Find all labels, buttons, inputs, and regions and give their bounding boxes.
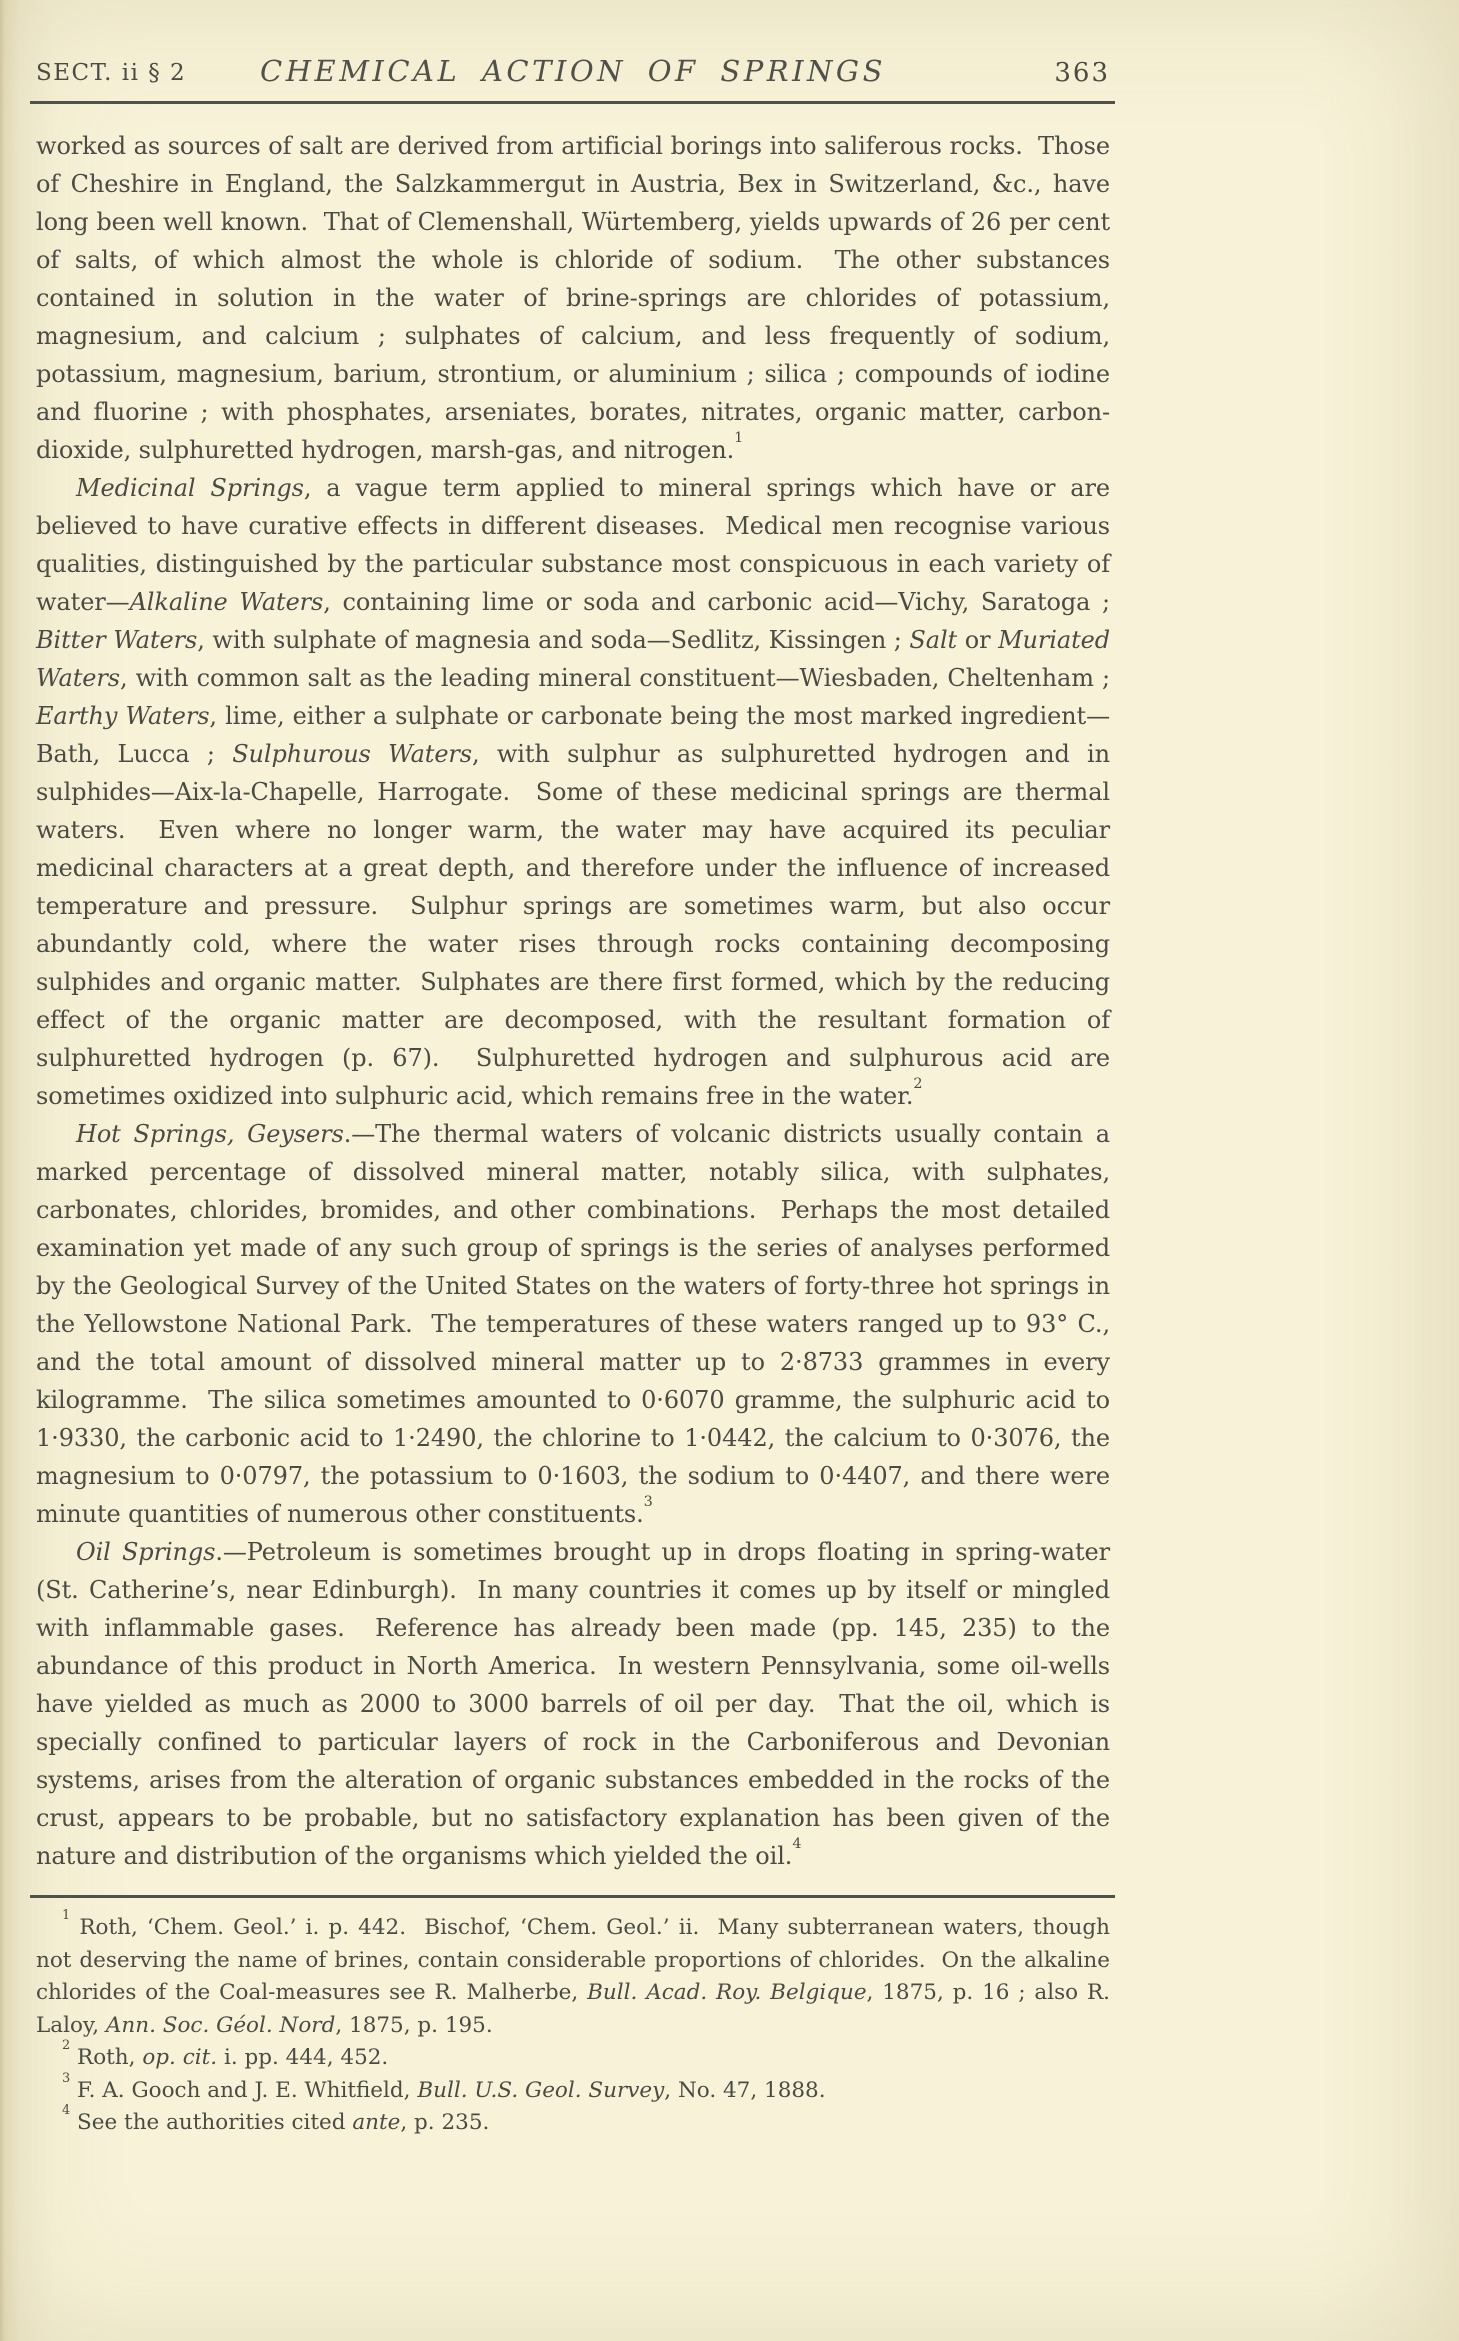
footnote-rule <box>30 1895 1115 1898</box>
text-column <box>36 127 1110 2140</box>
section-label: SECT. ii § 2 <box>36 60 187 86</box>
footnote-3: $^3$ F. A. Gooch and J. E. Whitfield, Bull. U.S. Geol. Survey, No. 47, 1888. <box>62 2070 826 2103</box>
paragraph-brine-springs: worked as sources of salt are derived from artificial borings into saliferous rocks. Those of Cheshire in England, the Salzkammergut in Austria, Bex in Switzerland, &c., have long been well known. That of Clemenshall, Würtemberg, yields upwards of 26 per cent of salts, of which almost the whole is chloride of sodium. The other substances contained in solution in the water of brine-springs are chlorides of potassium, magnesium, and calcium ; sulphates of calcium, and less frequently of sodium, potassium, magnesium, barium, strontium, or aluminium ; silica ; compounds of iodine and fluorine ; with phosphates, arseniates, borates, nitrates, organic matter, carbon-dioxide, sulphuretted hydrogen, marsh-gas, and nitrogen.$^1$ <box>36 132 1110 464</box>
footnotes <box>36 1908 1110 2140</box>
paragraph-hot-springs-geysers: Hot Springs, Geysers.—The thermal waters of volcanic districts usually contain a marked percentage of dissolved mineral matter, notably silica, with sulphates, carbonates, chlorides, bromides, and other combinations. Perhaps the most detailed examination yet made of any such group of springs is the series of analyses performed by the Geological Survey of the United States on the waters of forty-three hot springs in the Yellowstone National Park. The temperatures of these waters ranged up to 93° C., and the total amount of dissolved mineral matter up to 2·8733 grammes in every kilogramme. The silica sometimes amounted to 0·6070 gramme, the sulphuric acid to 1·9330, the carbonic acid to 1·2490, the chlorine to 1·0442, the calcium to 0·3076, the magnesium to 0·0797, the potassium to 0·1603, the sodium to 0·4407, and there were minute quantities of numerous other constituents.$^3$ <box>36 1120 1110 1528</box>
page-number: 363 <box>1054 58 1110 88</box>
page-body <box>36 127 1110 1875</box>
paragraph-medicinal-springs: Medicinal Springs, a vague term applied to mineral springs which have or are believed to have curative effects in different diseases. Medical men recognise various qualities, distinguished by the particular substance most conspicuous in each variety of water—Alkaline Waters, containing lime or soda and carbonic acid—Vichy, Saratoga ; Bitter Waters, with sulphate of magnesia and soda—Sedlitz, Kissingen ; Salt or Muriated Waters, with common salt as the leading mineral constituent—Wiesbaden, Cheltenham ; Earthy Waters, lime, either a sulphate or carbonate being the most marked ingredient—Bath, Lucca ; Sulphurous Waters, with sulphur as sulphuretted hydrogen and in sulphides—Aix-la-Chapelle, Harrogate. Some of these medicinal springs are thermal waters. Even where no longer warm, the water may have acquired its peculiar medicinal characters at a great depth, and therefore under the influence of increased temperature and pressure. Sulphur springs are sometimes warm, but also occur abundantly cold, where the water rises through rocks containing decomposing sulphides and organic matter. Sulphates are there first formed, which by the reducing effect of the organic matter are decomposed, with the resultant formation of sulphuretted hydrogen (p. 67). Sulphuretted hydrogen and sulphurous acid are sometimes oxidized into sulphuric acid, which remains free in the water.$^2$ <box>36 474 1110 1110</box>
running-title: CHEMICAL ACTION OF SPRINGS <box>260 54 886 88</box>
footnote-1: $^1$ Roth, ‘Chem. Geol.’ i. p. 442. Bischof, ‘Chem. Geol.’ ii. Many subterranean waters, though not deserving the name of brines, contain considerable proportions of chlorides. On the alkaline chlorides of the Coal-measures see R. Malherbe, Bull. Acad. Roy. Belgique, 1875, p. 16 ; also R. Laloy, Ann. Soc. Géol. Nord, 1875, p. 195. <box>36 1908 1110 2038</box>
page-header <box>36 54 1110 94</box>
header-rule <box>30 101 1115 104</box>
paragraph-oil-springs: Oil Springs.—Petroleum is sometimes brought up in drops floating in spring-water (St. Catherine’s, near Edinburgh). In many countries it comes up by itself or mingled with inflammable gases. Reference has already been made (pp. 145, 235) to the abundance of this product in North America. In western Pennsylvania, some oil-wells have yielded as much as 2000 to 3000 barrels of oil per day. That the oil, which is specially confined to particular layers of rock in the Carboniferous and Devonian systems, arises from the alteration of organic substances embedded in the rocks of the crust, appears to be probable, but no satisfactory explanation has been given of the nature and distribution of the organisms which yielded the oil.$^4$ <box>36 1538 1110 1870</box>
footnote-2: $^2$ Roth, op. cit. i. pp. 444, 452. <box>62 2038 389 2070</box>
footnote-4: $^4$ See the authorities cited ante, p. 235. <box>62 2103 490 2135</box>
